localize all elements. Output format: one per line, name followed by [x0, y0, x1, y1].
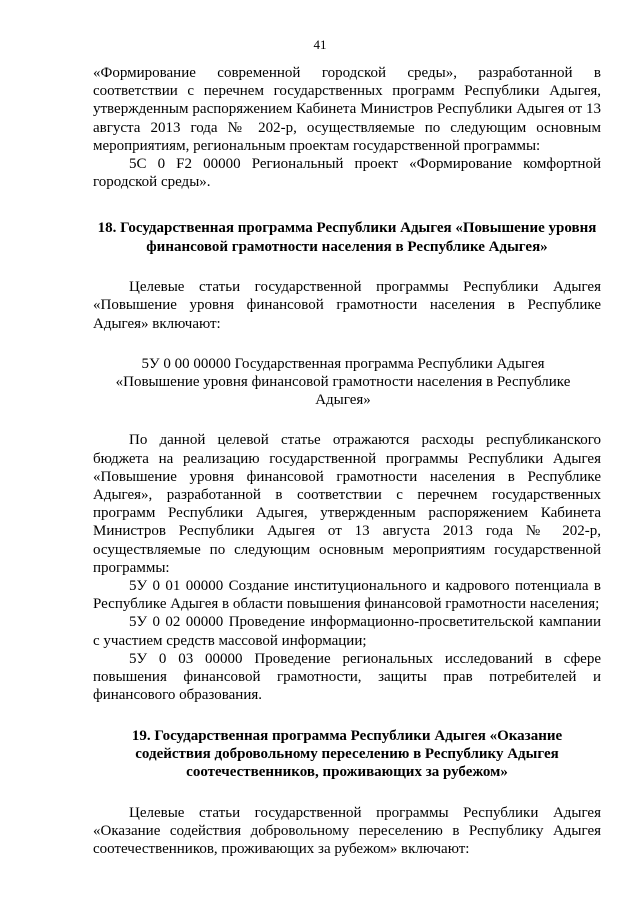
page-number: 41 — [313, 37, 327, 52]
list-item-5u-03: 5У 0 03 00000 Проведение региональных исследований в сфере повышения финансовой грамотности, защиты прав потребителей и финансового образования. — [93, 650, 601, 704]
paragraph-regional-project: 5С 0 F2 00000 Региональный проект «Формирование комфортной городской среды». — [93, 156, 601, 191]
paragraph-target-articles-18: Целевые статьи государственной программы Республики Адыгея «Повышение уровня финансовой грамотности населения в Республике Адыгея» включают: — [93, 279, 601, 332]
paragraph-continuation: «Формирование современной городской среды», разработанной в соответствии с перечнем государственных программ Республики Адыгея, утвержденным распоряжением Кабинета Министров Республики Адыгея от 13 августа 2013 года № 202-р, осуществляемые по следующим основным мероприятиям, региональным проектам государственной программы: — [93, 65, 601, 154]
paragraph-target-articles-19: Целевые статьи государственной программы Республики Адыгея «Оказание содействия добровольному переселению в Республику Адыгея соотечественников, проживающих за рубежом» включают: — [93, 804, 601, 858]
section-heading-18: 18. Государственная программа Республики Адыгея «Повышение уровня финансовой грамотности населения в Республике Адыгея» — [97, 220, 597, 255]
document-body — [93, 64, 601, 858]
paragraph-expenses-description: По данной целевой статье отражаются расходы республиканского бюджета на реализацию государственной программы Республики Адыгея «Повышение уровня финансовой грамотности населения в Республике Адыгея», разработанной в соответствии с перечнем государственных программ Республики Адыгея, утвержденным распоряжением Кабинета Министров Республики Адыгея от 13 августа 2013 года № 202-р, осуществляемые по следующим основным мероприятиям государственной программы: — [93, 432, 601, 576]
list-item-5u-01: 5У 0 01 00000 Создание институционального и кадрового потенциала в Республике Адыгея в области повышения финансовой грамотности населения; — [93, 578, 601, 613]
section-heading-19: 19. Государственная программа Республики Адыгея «Оказание содействия добровольному переселению в Республику Адыгея соотечественников, проживающих за рубежом» — [131, 727, 563, 781]
program-code-5u: 5У 0 00 00000 Государственная программа Республики Адыгея «Повышение уровня финансовой грамотности населения в Республике Адыгея» — [115, 355, 571, 409]
list-item-5u-02: 5У 0 02 00000 Проведение информационно-просветительской кампании с участием средств массовой информации; — [93, 614, 601, 649]
